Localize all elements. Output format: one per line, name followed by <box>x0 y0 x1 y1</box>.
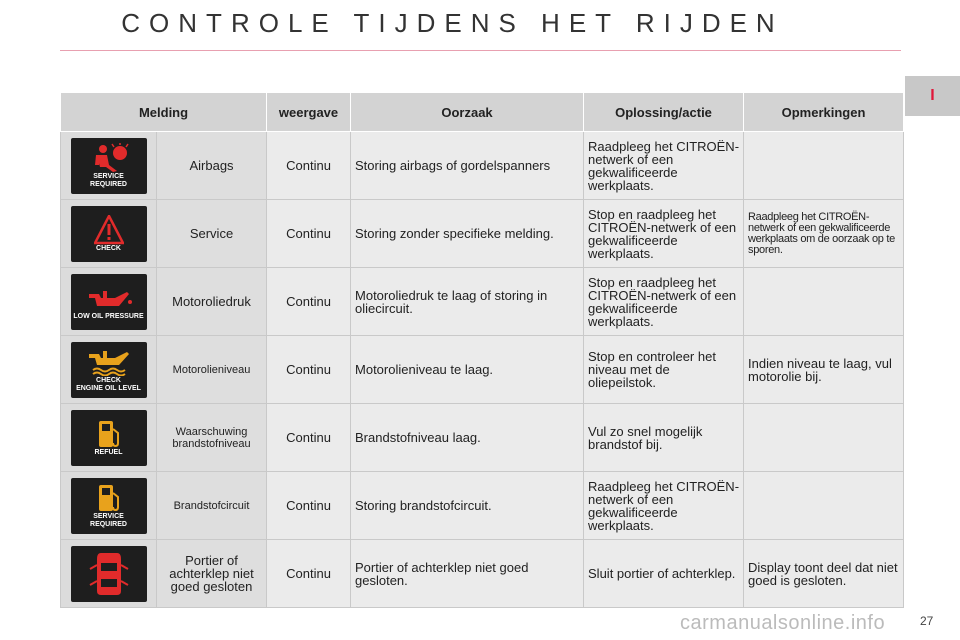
row-name: Portier of achterklep niet goed gesloten <box>157 540 267 608</box>
icon-caption: SERVICE REQUIRED <box>90 512 127 528</box>
row-display: Continu <box>267 540 351 608</box>
row-display: Continu <box>267 472 351 540</box>
header-oorzaak: Oorzaak <box>351 93 584 132</box>
watermark: carmanualsonline.info <box>680 612 886 634</box>
table-row <box>61 404 904 472</box>
row-remarks <box>744 472 904 540</box>
row-name: Brandstofcircuit <box>157 472 267 540</box>
chapter-tab[interactable]: I <box>905 76 960 116</box>
row-action: Raadpleeg het CITROËN-netwerk of een gekwalificeerde werkplaats. <box>584 132 744 200</box>
icon-caption: CHECK <box>96 244 121 252</box>
title-divider <box>60 50 901 51</box>
row-cause: Brandstofniveau laag. <box>351 404 584 472</box>
page-number: 27 <box>920 614 934 628</box>
row-display: Continu <box>267 336 351 404</box>
row-remarks <box>744 132 904 200</box>
table-header-row <box>61 93 904 132</box>
row-display: Continu <box>267 132 351 200</box>
airbag-warning-icon <box>71 138 147 194</box>
table-row <box>61 540 904 608</box>
row-remarks: Raadpleeg het CITROËN-netwerk of een gekwalificeerde werkplaats om de oorzaak op te sporen. <box>744 200 904 268</box>
row-action: Sluit portier of achterklep. <box>584 540 744 608</box>
row-remarks: Display toont deel dat niet goed is gesloten. <box>744 540 904 608</box>
page-title: CONTROLE TIJDENS HET RIJDEN <box>121 8 784 38</box>
row-name: Motorolieniveau <box>157 336 267 404</box>
icon-caption: LOW OIL PRESSURE <box>73 312 144 320</box>
row-remarks: Indien niveau te laag, vul motorolie bij. <box>744 336 904 404</box>
row-name: Waarschuwing brandstofniveau <box>157 404 267 472</box>
row-cause: Portier of achterklep niet goed gesloten. <box>351 540 584 608</box>
fuel-pump-icon <box>71 478 147 534</box>
row-cause: Storing zonder specifieke melding. <box>351 200 584 268</box>
row-name: Airbags <box>157 132 267 200</box>
row-action: Stop en raadpleeg het CITROËN-netwerk of een gekwalificeerde werkplaats. <box>584 200 744 268</box>
row-name: Service <box>157 200 267 268</box>
row-remarks <box>744 404 904 472</box>
table-row <box>61 268 904 336</box>
row-display: Continu <box>267 200 351 268</box>
row-remarks <box>744 268 904 336</box>
table-row <box>61 336 904 404</box>
header-oplossing: Oplossing/actie <box>584 93 744 132</box>
row-cause: Storing airbags of gordelspanners <box>351 132 584 200</box>
warning-triangle-icon <box>71 206 147 262</box>
fuel-pump-icon <box>71 410 147 466</box>
row-action: Raadpleeg het CITROËN-netwerk of een gekwalificeerde werkplaats. <box>584 472 744 540</box>
row-action: Vul zo snel mogelijk brandstof bij. <box>584 404 744 472</box>
icon-caption: REFUEL <box>94 448 123 456</box>
row-action: Stop en raadpleeg het CITROËN-netwerk of een gekwalificeerde werkplaats. <box>584 268 744 336</box>
warning-table <box>60 92 904 608</box>
row-display: Continu <box>267 268 351 336</box>
row-action: Stop en controleer het niveau met de oliepeilstok. <box>584 336 744 404</box>
table-row <box>61 132 904 200</box>
car-door-open-icon <box>71 546 147 602</box>
header-melding: Melding <box>61 93 267 132</box>
row-cause: Storing brandstofcircuit. <box>351 472 584 540</box>
row-cause: Motorolieniveau te laag. <box>351 336 584 404</box>
header-opmerkingen: Opmerkingen <box>744 93 904 132</box>
oil-level-icon <box>71 342 147 398</box>
row-name: Motoroliedruk <box>157 268 267 336</box>
oil-can-icon <box>71 274 147 330</box>
table-row <box>61 472 904 540</box>
row-display: Continu <box>267 404 351 472</box>
icon-caption: CHECK ENGINE OIL LEVEL <box>76 376 141 392</box>
icon-caption: SERVICE REQUIRED <box>90 172 127 188</box>
table-row <box>61 200 904 268</box>
header-weergave: weergave <box>267 93 351 132</box>
row-cause: Motoroliedruk te laag of storing in oliecircuit. <box>351 268 584 336</box>
